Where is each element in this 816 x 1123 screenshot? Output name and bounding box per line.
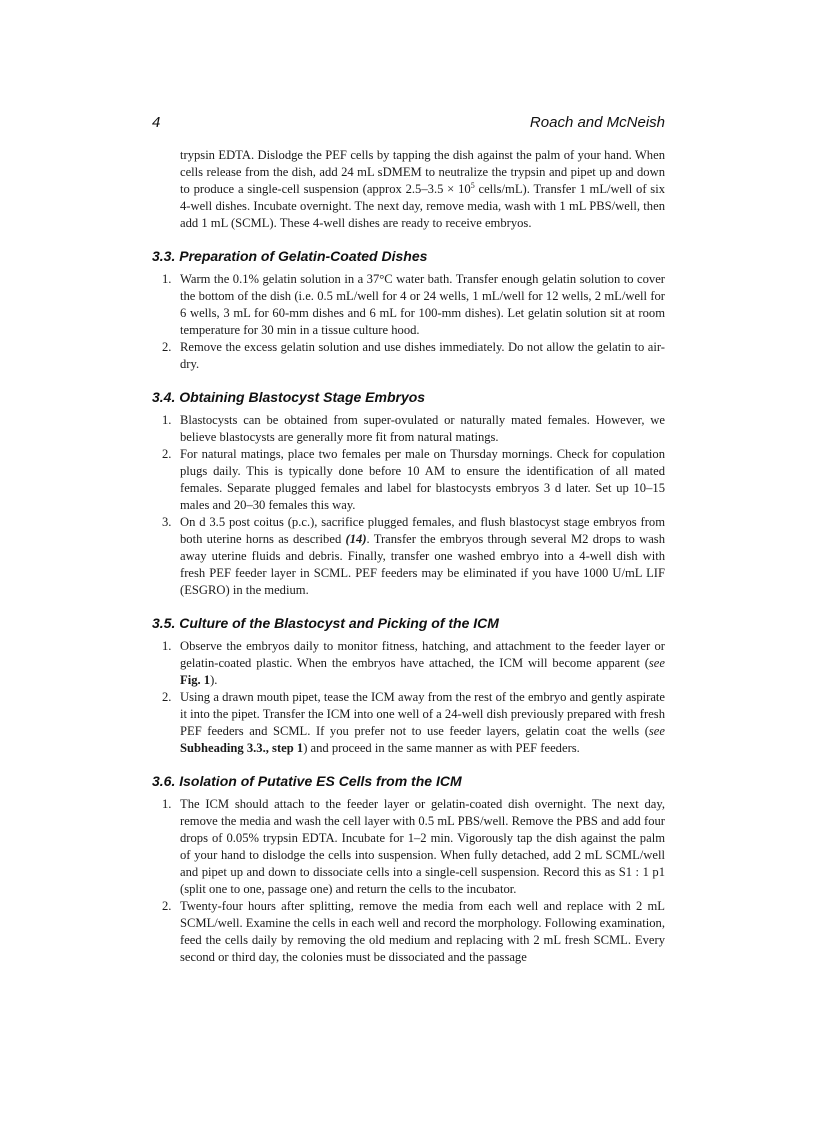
list-item: 1. The ICM should attach to the feeder layer or gelatin-coated dish overnight. The next day, remove the media and wash the cell layer with 0.5 mL PBS/well. Remove the PBS and add four drops of 0.05% trypsin EDTA. Incubate for 1–2 min. Vigorously tap the dish against the palm of your hand to dislodge the cells into suspension. When fully detached, add 2 mL SCML/well and pipet up and down to dissociate cells into a single-cell suspension. Record this as S1 : 1 p1 (split one to one, passage one) and return the cells to the incubator. bbox=[162, 797, 665, 896]
page-header bbox=[152, 114, 665, 134]
list-item: 2. Using a drawn mouth pipet, tease the ICM away from the rest of the embryo and gently aspirate it into the pipet. Transfer the ICM into one well of a 24-well dish previously prepared with fresh PEF feeders and SCML. If you prefer not to use feeder layers, gelatin coat the wells (see Subheading 3.3., step 1) and proceed in the same manner as with PEF feeders. bbox=[162, 690, 665, 755]
section-3-3-heading: 3.3. Preparation of Gelatin-Coated Dishes bbox=[152, 248, 428, 264]
list-item: 1. Warm the 0.1% gelatin solution in a 37°C water bath. Transfer enough gelatin solution to cover the bottom of the dish (i.e. 0.5 mL/well for 4 or 24 wells, 1 mL/well for 12 wells, 2 mL/well for 6 wells, 3 mL for 60-mm dishes and 6 mL for 100-mm dishes). Let gelatin solution sit at room temperature for 30 min in a tissue culture hood. bbox=[162, 272, 665, 337]
section-3-4-heading: 3.4. Obtaining Blastocyst Stage Embryos bbox=[152, 389, 426, 405]
section-3-5-list bbox=[162, 638, 665, 757]
figure-ref: Fig. 1 bbox=[180, 673, 211, 687]
section-3-5-heading: 3.5. Culture of the Blastocyst and Picking of the ICM bbox=[152, 615, 499, 631]
citation-ref: (14) bbox=[345, 532, 367, 546]
subheading-ref: Subheading 3.3., step 1 bbox=[180, 741, 304, 755]
list-item: 2. Remove the excess gelatin solution and use dishes immediately. Do not allow the gelatin to air-dry. bbox=[162, 340, 665, 371]
section-3-3-list bbox=[162, 271, 665, 373]
section-3-4-list bbox=[162, 412, 665, 599]
list-item: 2. Twenty-four hours after splitting, remove the media from each well and replace with 2 mL SCML/well. Examine the cells in each well and record the morphology. Following examination, feed the cells daily by removing the old medium and replacing with 2 mL fresh SCML. Every second or third day, the colonies must be dissociated and the passage bbox=[162, 899, 665, 964]
list-item: 2. For natural matings, place two females per male on Thursday mornings. Check for copulation plugs daily. This is typically done before 10 AM to ensure the identification of all mated females. Separate plugged females and label for blastocysts embryos 3 d later. Set up 10–15 males and 20–30 females this way. bbox=[162, 447, 665, 512]
page-number: 4 bbox=[152, 114, 161, 131]
section-3-6-heading: 3.6. Isolation of Putative ES Cells from the ICM bbox=[152, 773, 462, 789]
section-3-6-list bbox=[162, 796, 665, 966]
page-body bbox=[152, 147, 665, 966]
list-item: 1. Observe the embryos daily to monitor fitness, hatching, and attachment to the feeder layer or gelatin-coated plastic. When the embryos have attached, the ICM will become apparent (see Fig. 1). bbox=[162, 639, 665, 687]
running-head: Roach and McNeish bbox=[529, 114, 665, 131]
list-item: 3. On d 3.5 post coitus (p.c.), sacrifice plugged females, and flush blastocyst stage embryos from both uterine horns as described (14). Transfer the embryos through several M2 drops to wash away uterine fluids and debris. Finally, transfer one washed embryo into a 4-well dish with fresh PEF feeder layer in SCML. PEF feeders may be eliminated if you have 1000 U/mL LIF (ESGRO) in the medium. bbox=[162, 515, 665, 597]
list-item: 1. Blastocysts can be obtained from super-ovulated or naturally mated females. However, we believe blastocysts are generally more fit from natural matings. bbox=[162, 413, 665, 444]
intro-paragraph: trypsin EDTA. Dislodge the PEF cells by tapping the dish against the palm of your hand. When cells release from the dish, add 24 mL sDMEM to neutralize the trypsin and pipet up and down to produce a single-cell suspension (approx $2.5-3.5 \times 10^5$ cells/mL). Transfer 1 mL/well of six 4-well dishes. Incubate overnight. The next day, remove media, wash with 1 mL PBS/well, then add 1 mL (SCML). These 4-well dishes are ready to receive embryos. bbox=[180, 148, 665, 230]
